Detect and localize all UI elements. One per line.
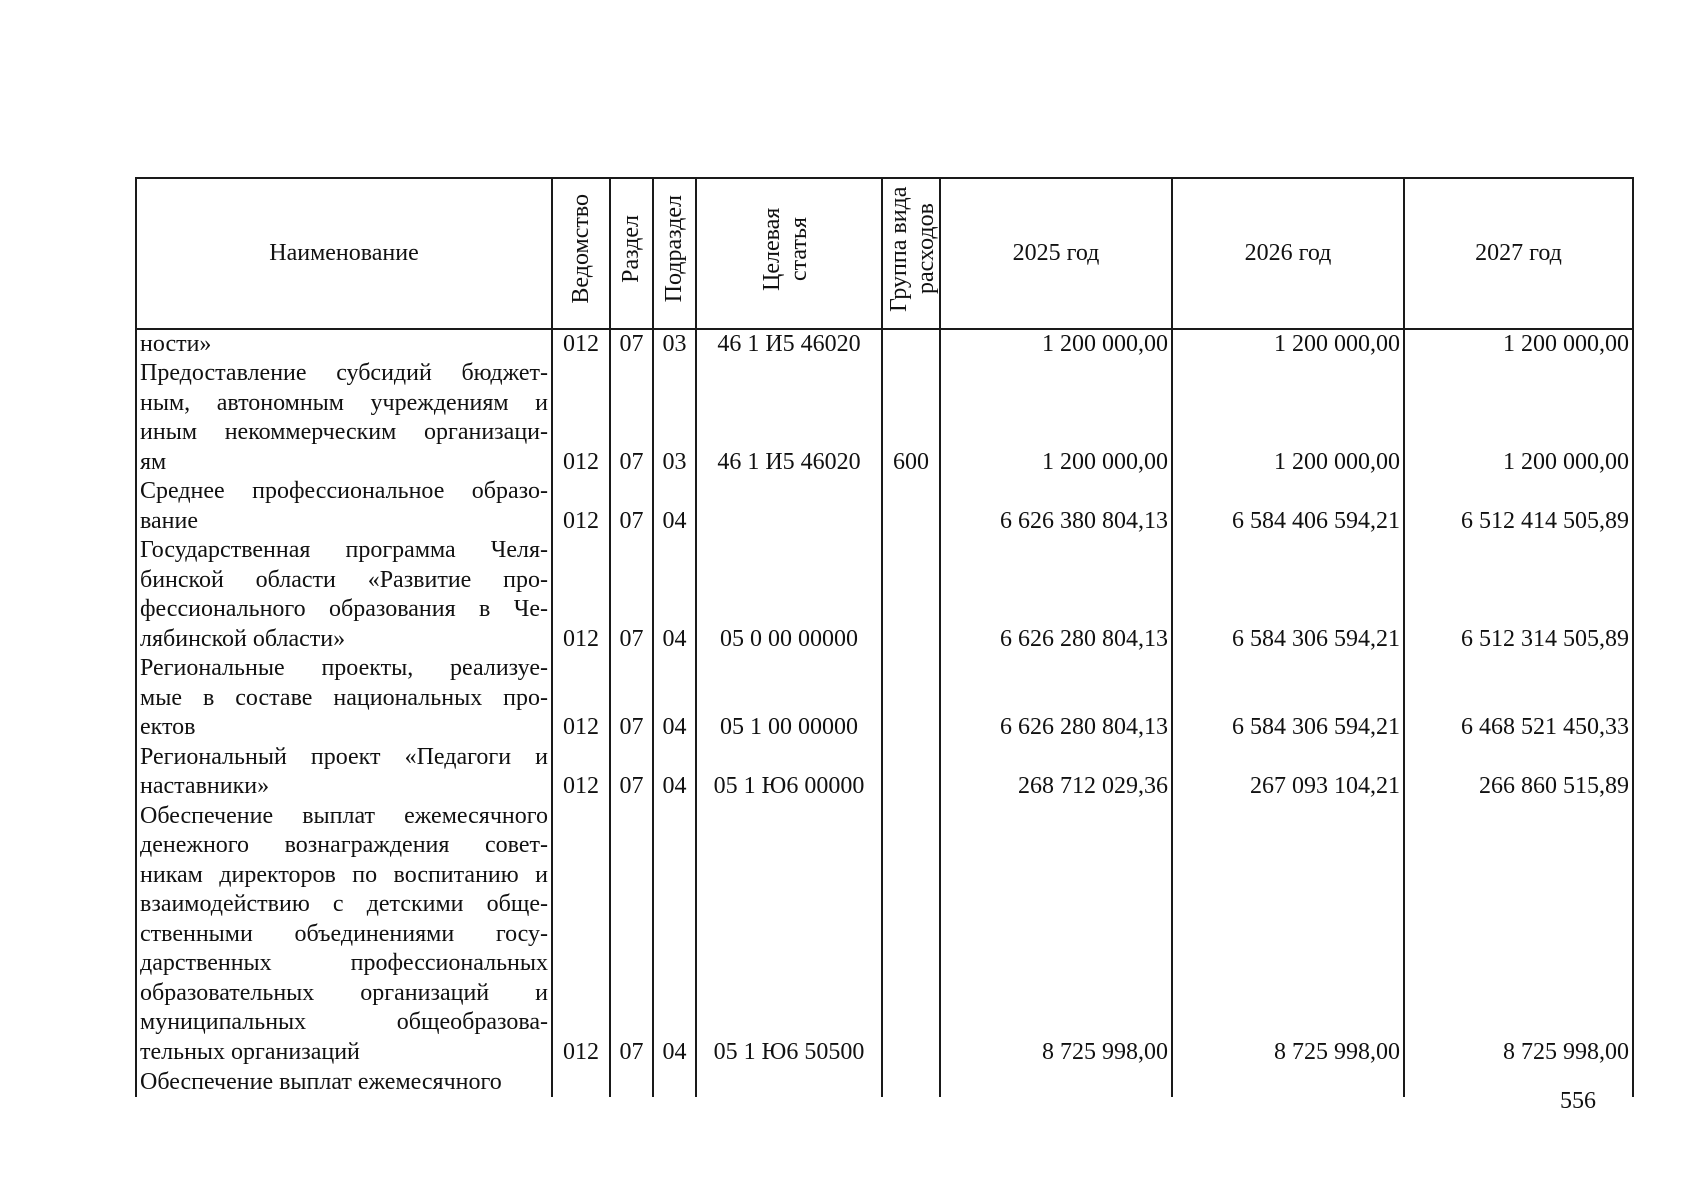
row-expense-group: 600 [882, 359, 940, 477]
row-subsection: 03 [653, 329, 696, 360]
row-name-line: Региональный проект «Педагоги и [140, 743, 548, 770]
header-department-label: Ведомство [567, 194, 594, 304]
row-amount-2026 [1172, 1067, 1404, 1097]
row-name-line: Среднее профессиональное образо- [140, 478, 548, 504]
row-expense-group [882, 743, 940, 802]
row-amount-2027: 6 512 314 505,89 [1404, 536, 1633, 654]
row-amount-2025: 1 200 000,00 [940, 359, 1172, 477]
row-amount-2025: 268 712 029,36 [940, 743, 1172, 802]
row-name-cell [136, 329, 552, 360]
row-name-line: ным, автономным учреждениям и [140, 389, 548, 416]
row-amount-2025 [940, 1067, 1172, 1097]
header-2026: 2026 год [1172, 178, 1404, 329]
row-amount-2025: 8 725 998,00 [940, 802, 1172, 1068]
row-amount-2027: 266 860 515,89 [1404, 743, 1633, 802]
row-name-line: иным некоммерческим организаци- [140, 419, 548, 445]
row-target-article: 46 1 И5 46020 [696, 359, 882, 477]
row-target-article: 05 1 Ю6 00000 [696, 743, 882, 802]
row-section: 07 [610, 654, 653, 743]
row-target-article [696, 477, 882, 536]
header-section-label: Раздел [618, 215, 644, 283]
row-name-cell [136, 359, 552, 477]
header-target-article-label: Целевая статья [759, 207, 812, 291]
header-expense-group-label: Группа вида расходов [886, 186, 939, 312]
row-amount-2027 [1404, 1067, 1633, 1097]
row-name-line: Обеспечение выплат ежемесячного [140, 802, 548, 829]
row-name-line: ям [140, 448, 167, 475]
header-department [552, 178, 610, 329]
header-target-article [696, 178, 882, 329]
row-name-line: Обеспечение выплат ежемесячного [140, 1068, 502, 1095]
row-name-line: ности» [140, 330, 212, 357]
row-name-line: фессионального образования в Че- [140, 596, 548, 622]
table-body [136, 329, 1633, 1098]
budget-sheet [135, 177, 1634, 1097]
row-name-line: тельных организаций [140, 1038, 360, 1065]
row-expense-group [882, 1067, 940, 1097]
row-expense-group [882, 536, 940, 654]
row-name-cell [136, 1067, 552, 1097]
row-department: 012 [552, 743, 610, 802]
row-expense-group [882, 654, 940, 743]
row-name-line: лябинской области» [140, 625, 346, 652]
table-header-row [136, 178, 1633, 329]
row-name-line: дарственных профессиональных [140, 950, 548, 976]
row-section: 07 [610, 477, 653, 536]
row-amount-2025: 1 200 000,00 [940, 329, 1172, 360]
page-number: 556 [1560, 1088, 1596, 1114]
row-department: 012 [552, 359, 610, 477]
row-name-line: вание [140, 507, 199, 534]
row-section: 07 [610, 329, 653, 360]
row-amount-2026: 1 200 000,00 [1172, 359, 1404, 477]
row-target-article: 05 1 Ю6 50500 [696, 802, 882, 1068]
table-row [136, 477, 1633, 536]
row-name-line: денежного вознаграждения совет- [140, 832, 548, 858]
row-department [552, 1067, 610, 1097]
row-amount-2027: 6 468 521 450,33 [1404, 654, 1633, 743]
row-amount-2025: 6 626 280 804,13 [940, 536, 1172, 654]
row-amount-2026: 1 200 000,00 [1172, 329, 1404, 360]
row-name-line: бинской области «Развитие про- [140, 566, 548, 593]
row-section: 07 [610, 359, 653, 477]
row-department: 012 [552, 329, 610, 360]
row-target-article: 46 1 И5 46020 [696, 329, 882, 360]
row-name-line: образовательных организаций и [140, 979, 548, 1006]
header-expense-group [882, 178, 940, 329]
row-target-article [696, 1067, 882, 1097]
row-subsection: 03 [653, 359, 696, 477]
row-amount-2025: 6 626 280 804,13 [940, 654, 1172, 743]
row-name-cell [136, 743, 552, 802]
row-subsection: 04 [653, 536, 696, 654]
row-department: 012 [552, 802, 610, 1068]
row-amount-2027: 8 725 998,00 [1404, 802, 1633, 1068]
row-expense-group [882, 802, 940, 1068]
row-name-line: наставники» [140, 773, 270, 799]
row-name-line: ектов [140, 714, 196, 740]
table-row [136, 1067, 1633, 1097]
row-amount-2026: 6 584 306 594,21 [1172, 536, 1404, 654]
row-name-cell [136, 477, 552, 536]
row-name-line: взаимодействию с детскими обще- [140, 891, 548, 917]
row-amount-2027: 1 200 000,00 [1404, 359, 1633, 477]
row-name-line: никам директоров по воспитанию и [140, 861, 548, 888]
row-expense-group [882, 477, 940, 536]
row-section: 07 [610, 802, 653, 1068]
header-2027: 2027 год [1404, 178, 1633, 329]
row-department: 012 [552, 536, 610, 654]
row-amount-2025: 6 626 380 804,13 [940, 477, 1172, 536]
row-section: 07 [610, 536, 653, 654]
row-subsection: 04 [653, 654, 696, 743]
row-amount-2026: 267 093 104,21 [1172, 743, 1404, 802]
row-name-cell [136, 536, 552, 654]
row-expense-group [882, 329, 940, 360]
row-amount-2027: 1 200 000,00 [1404, 329, 1633, 360]
table-row [136, 536, 1633, 654]
header-section [610, 178, 653, 329]
row-amount-2026: 8 725 998,00 [1172, 802, 1404, 1068]
row-section: 07 [610, 743, 653, 802]
row-department: 012 [552, 654, 610, 743]
table-row [136, 359, 1633, 477]
row-name-line: Региональные проекты, реализуе- [140, 655, 548, 681]
table-row [136, 329, 1633, 360]
row-name-cell [136, 654, 552, 743]
row-name-line: Государственная программа Челя- [140, 537, 548, 563]
table-row [136, 654, 1633, 743]
row-amount-2026: 6 584 406 594,21 [1172, 477, 1404, 536]
header-name: Наименование [136, 178, 552, 329]
row-name-line: муниципальных общеобразова- [140, 1009, 548, 1035]
table-row [136, 802, 1633, 1068]
row-name-line: мые в составе национальных про- [140, 684, 548, 711]
header-2025: 2025 год [940, 178, 1172, 329]
row-amount-2027: 6 512 414 505,89 [1404, 477, 1633, 536]
row-subsection: 04 [653, 743, 696, 802]
row-name-cell [136, 802, 552, 1068]
row-subsection: 04 [653, 477, 696, 536]
row-target-article: 05 0 00 00000 [696, 536, 882, 654]
row-name-line: ственными объединениями госу- [140, 920, 548, 947]
row-amount-2026: 6 584 306 594,21 [1172, 654, 1404, 743]
row-subsection: 04 [653, 802, 696, 1068]
budget-table [135, 177, 1634, 1097]
row-name-line: Предоставление субсидий бюджет- [140, 360, 548, 386]
row-section [610, 1067, 653, 1097]
row-subsection [653, 1067, 696, 1097]
header-subsection [653, 178, 696, 329]
row-department: 012 [552, 477, 610, 536]
table-row [136, 743, 1633, 802]
header-subsection-label: Подраздел [661, 195, 687, 303]
row-target-article: 05 1 00 00000 [696, 654, 882, 743]
